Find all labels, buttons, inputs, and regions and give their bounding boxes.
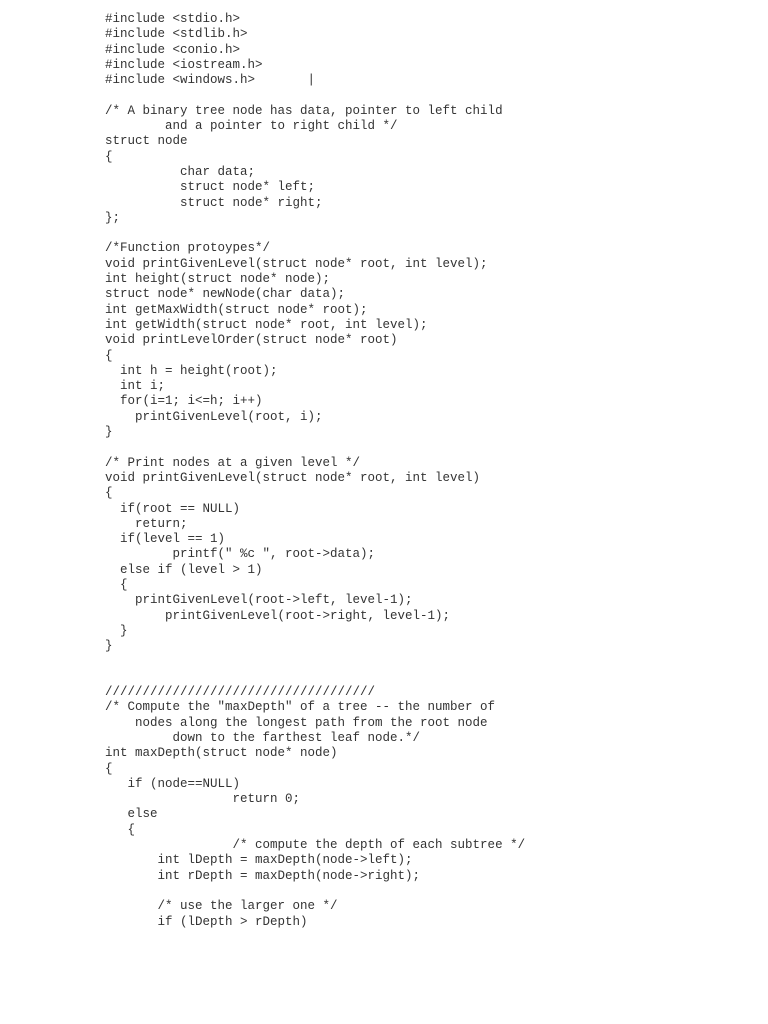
code-line: struct node* right; xyxy=(105,195,323,210)
code-line: int i; xyxy=(105,379,166,394)
code-line: char data; xyxy=(105,164,256,179)
code-line: /* use the larger one */ xyxy=(105,899,338,914)
code-line: int getMaxWidth(struct node* root); xyxy=(105,302,368,317)
code-line: int height(struct node* node); xyxy=(105,272,331,287)
code-line: /* compute the depth of each subtree */ xyxy=(105,838,526,853)
source-code-listing xyxy=(105,12,525,930)
code-line: /* Print nodes at a given level */ xyxy=(105,455,361,470)
code-line xyxy=(105,88,525,103)
code-line: #include <stdio.h> xyxy=(105,12,241,26)
code-line: //////////////////////////////////// xyxy=(105,685,376,700)
code-line: } xyxy=(105,425,113,440)
code-line: void printGivenLevel(struct node* root, int level); xyxy=(105,256,488,271)
code-line xyxy=(105,670,525,685)
code-line: void printLevelOrder(struct node* root) xyxy=(105,333,398,348)
code-line: int h = height(root); xyxy=(105,363,278,378)
code-line: nodes along the longest path from the root node xyxy=(105,715,488,730)
code-line: else if (level > 1) xyxy=(105,562,263,577)
code-line xyxy=(105,226,525,241)
code-line: #include <iostream.h> xyxy=(105,57,263,72)
code-line: if(level == 1) xyxy=(105,532,226,547)
code-line: if(root == NULL) xyxy=(105,501,241,516)
code-line: printGivenLevel(root->left, level-1); xyxy=(105,593,413,608)
code-line xyxy=(105,884,525,899)
code-line: /* A binary tree node has data, pointer to left child xyxy=(105,103,503,118)
code-line: void printGivenLevel(struct node* root, int level) xyxy=(105,470,481,485)
code-line: #include <conio.h> xyxy=(105,42,241,57)
code-line: else xyxy=(105,807,158,822)
code-line xyxy=(105,440,525,455)
code-line: struct node xyxy=(105,134,188,149)
code-line: { xyxy=(105,822,136,837)
code-line: return 0; xyxy=(105,792,301,807)
code-line: int getWidth(struct node* root, int level); xyxy=(105,317,428,332)
code-line: /*Function protoypes*/ xyxy=(105,241,271,256)
code-line: down to the farthest leaf node.*/ xyxy=(105,730,421,745)
code-line: printGivenLevel(root, i); xyxy=(105,409,323,424)
code-line: { xyxy=(105,761,113,776)
code-line: struct node* left; xyxy=(105,180,316,195)
code-line: if (lDepth > rDepth) xyxy=(105,914,308,929)
code-line xyxy=(105,654,525,669)
code-line: if (node==NULL) xyxy=(105,776,241,791)
code-line: }; xyxy=(105,210,121,225)
code-line: int lDepth = maxDepth(node->left); xyxy=(105,853,413,868)
code-line: printf(" %c ", root->data); xyxy=(105,547,376,562)
code-line: { xyxy=(105,486,113,501)
code-line: { xyxy=(105,348,113,363)
code-line: printGivenLevel(root->right, level-1); xyxy=(105,608,451,623)
code-line: int rDepth = maxDepth(node->right); xyxy=(105,868,421,883)
code-line: #include <windows.h> | xyxy=(105,73,316,88)
code-line: and a pointer to right child */ xyxy=(105,119,398,134)
code-line: } xyxy=(105,623,128,638)
code-line: struct node* newNode(char data); xyxy=(105,287,346,302)
code-line: { xyxy=(105,577,128,592)
code-line: int maxDepth(struct node* node) xyxy=(105,746,338,761)
code-line: /* Compute the "maxDepth" of a tree -- the number of xyxy=(105,700,496,715)
code-line: for(i=1; i<=h; i++) xyxy=(105,394,263,409)
code-line: } xyxy=(105,639,113,654)
code-line: return; xyxy=(105,516,188,531)
code-line: { xyxy=(105,149,113,164)
code-line: #include <stdlib.h> xyxy=(105,27,248,42)
